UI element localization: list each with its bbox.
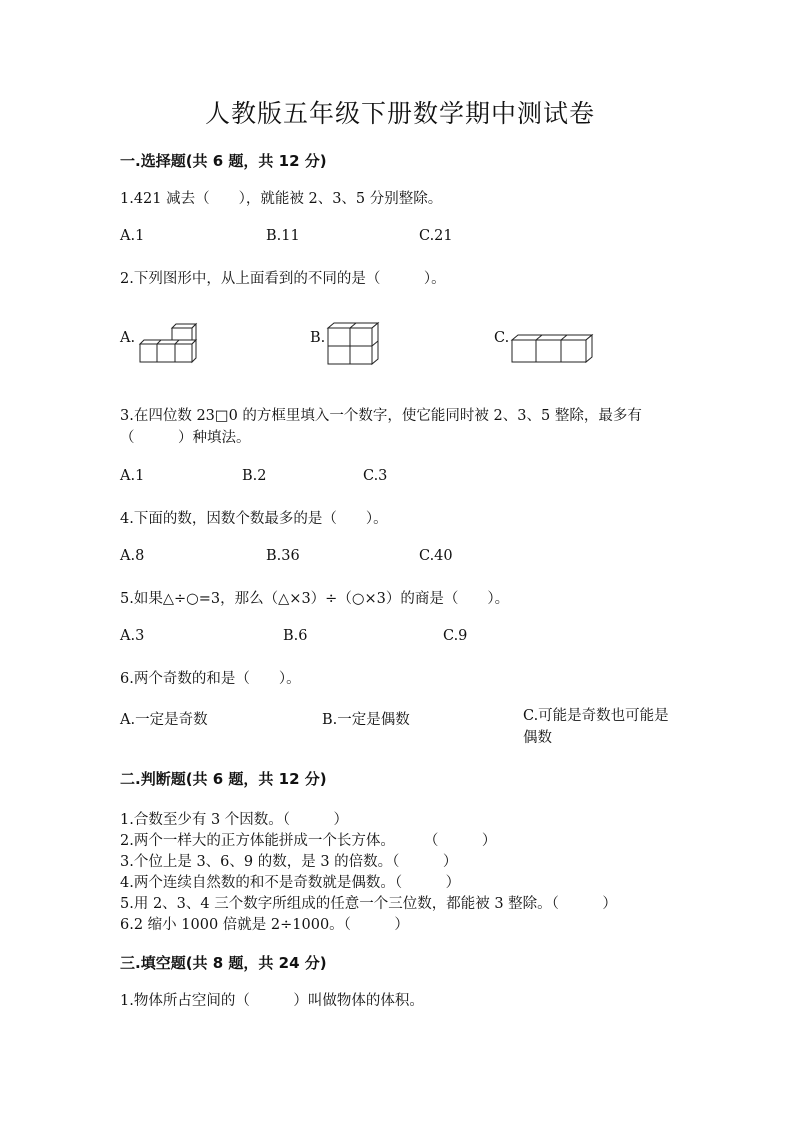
- option-c: C.3: [363, 468, 388, 484]
- option-b: B.2: [242, 468, 267, 484]
- judge-item: 1.合数至少有 3 个因数。（ ）: [120, 812, 349, 828]
- option-a: A.一定是奇数: [120, 712, 208, 728]
- option-b: B.11: [266, 228, 300, 244]
- page-title: 人教版五年级下册数学期中测试卷: [204, 99, 595, 128]
- figure-a-cubes: [136, 322, 196, 366]
- question-5: 5.如果△÷○=3，那么（△×3）÷（○×3）的商是（ ）。: [120, 591, 510, 607]
- judge-item: 4.两个连续自然数的和不是奇数就是偶数。（ ）: [120, 875, 461, 891]
- judge-item: 6.2 缩小 1000 倍就是 2÷1000。（ ）: [120, 917, 409, 933]
- option-a: A.8: [120, 548, 145, 564]
- option-c-text: C.可能是奇数也可能是偶数: [523, 708, 669, 746]
- option-c: C.21: [419, 228, 453, 244]
- figure-c-cubes: [510, 334, 594, 364]
- option-b: B.一定是偶数: [322, 712, 410, 728]
- section-heading-choice: 一.选择题(共 6 题，共 12 分): [120, 152, 327, 170]
- question-2: 2.下列图形中，从上面看到的不同的是（ ）。: [120, 271, 446, 287]
- section-heading-judge: 二.判断题(共 6 题，共 12 分): [120, 770, 327, 788]
- option-a: A.: [120, 330, 136, 346]
- option-a: A.1: [120, 468, 145, 484]
- option-a: A.1: [120, 228, 145, 244]
- question-1: 1.421 减去（ ），就能被 2、3、5 分别整除。: [120, 191, 443, 207]
- option-c: [523, 705, 683, 749]
- judge-item: 3.个位上是 3、6、9 的数，是 3 的倍数。（ ）: [120, 854, 458, 870]
- option-b: B.: [310, 330, 326, 346]
- judge-item: 2.两个一样大的正方体能拼成一个长方体。 （ ）: [120, 833, 497, 849]
- figure-b-cubes: [324, 322, 380, 366]
- question-6: 6.两个奇数的和是（ ）。: [120, 671, 301, 687]
- fill-question-1: 1.物体所占空间的（ ）叫做物体的体积。: [120, 993, 424, 1009]
- option-b: B.36: [266, 548, 300, 564]
- option-b: B.6: [283, 628, 308, 644]
- option-c: C.9: [443, 628, 468, 644]
- question-3: 3.在四位数 23□0 的方框里填入一个数字，使它能同时被 2、3、5 整除，最多有（ ）种填法。: [120, 408, 642, 446]
- option-c: C.40: [419, 548, 453, 564]
- question-4: 4.下面的数，因数个数最多的是（ ）。: [120, 511, 388, 527]
- judge-item: 5.用 2、3、4 三个数字所组成的任意一个三位数，都能被 3 整除。（ ）: [120, 896, 617, 912]
- option-a: A.3: [120, 628, 145, 644]
- option-c: C.: [494, 330, 510, 346]
- section-heading-fill: 三.填空题(共 8 题，共 24 分): [120, 954, 327, 972]
